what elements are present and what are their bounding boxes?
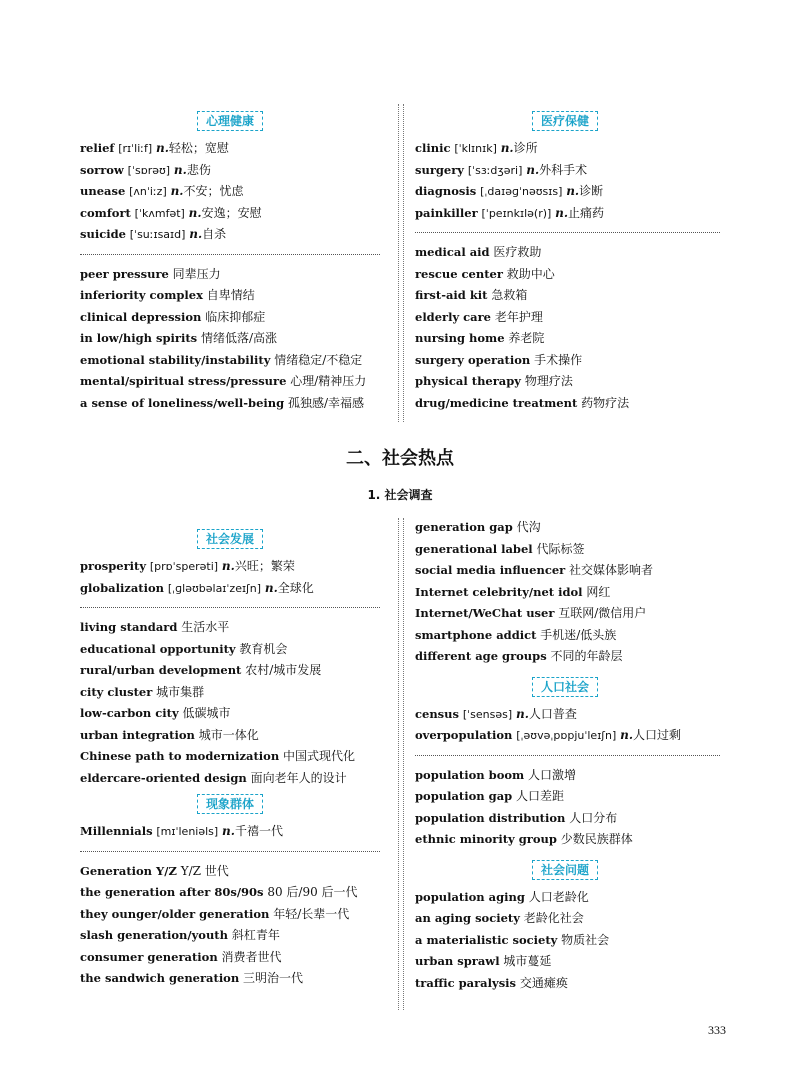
term-phonetic: [ʌnˈiːz] bbox=[129, 185, 167, 198]
term-phonetic: [ˈpeɪnkɪlə(r)] bbox=[481, 206, 552, 220]
subsection-title: 1. 社会调查 bbox=[367, 488, 433, 502]
phrase-entry bbox=[80, 925, 380, 947]
vocab-entry bbox=[415, 704, 715, 726]
term-chinese: 止痛药 bbox=[568, 205, 605, 220]
phrase-entry bbox=[415, 285, 715, 307]
term-english: mental/spiritual stress/pressure bbox=[80, 374, 287, 388]
term-english: comfort bbox=[80, 205, 131, 220]
term-part-of-speech: n. bbox=[221, 559, 235, 573]
vocab-list bbox=[415, 138, 715, 224]
vocab-entry bbox=[80, 224, 380, 246]
term-english: Internet/WeChat user bbox=[415, 606, 555, 620]
term-part-of-speech: n. bbox=[189, 227, 203, 241]
phenomena-groups-tag: 现象群体 bbox=[197, 794, 263, 814]
dotted-divider bbox=[415, 232, 720, 233]
term-phonetic: [ˈklɪnɪk] bbox=[454, 142, 497, 155]
term-english: social media influencer bbox=[415, 563, 566, 577]
vocab-entry bbox=[415, 181, 715, 203]
term-chinese: 手术操作 bbox=[534, 352, 583, 367]
social-issues-tag: 社会问题 bbox=[532, 860, 598, 880]
term-chinese: 轻松；宽慰 bbox=[168, 141, 229, 155]
phrase-entry bbox=[80, 350, 380, 372]
vocab-list bbox=[80, 821, 380, 843]
term-english: surgery operation bbox=[415, 352, 531, 367]
term-chinese: 农村/城市发展 bbox=[245, 663, 322, 677]
term-chinese: 交通瘫痪 bbox=[519, 975, 568, 990]
phrase-entry bbox=[80, 682, 380, 704]
term-chinese: 老年护理 bbox=[494, 309, 543, 324]
term-chinese: 孤独感/幸福感 bbox=[288, 395, 365, 410]
phrase-entry bbox=[80, 947, 380, 969]
term-phonetic: [prɒˈsperəti] bbox=[149, 560, 219, 573]
dotted-divider bbox=[415, 755, 720, 756]
term-chinese: 手机迷/低头族 bbox=[540, 627, 617, 642]
term-chinese: 城市一体化 bbox=[198, 727, 259, 742]
term-english: prosperity bbox=[80, 559, 147, 573]
dotted-divider bbox=[80, 254, 380, 255]
term-chinese: 不同的年龄层 bbox=[550, 649, 623, 663]
term-chinese: 代际标签 bbox=[536, 541, 585, 556]
term-english: they ounger/older generation bbox=[80, 906, 270, 921]
phrase-entry bbox=[80, 393, 380, 415]
phrase-entry bbox=[80, 968, 380, 990]
term-english: smartphone addict bbox=[415, 627, 537, 642]
term-english: physical therapy bbox=[415, 374, 521, 388]
phrase-entry bbox=[415, 887, 715, 909]
term-english: inferiority complex bbox=[80, 288, 203, 302]
phrase-entry bbox=[415, 539, 715, 561]
dotted-divider bbox=[80, 851, 380, 852]
term-chinese: 老龄化社会 bbox=[523, 911, 584, 925]
phrase-entry bbox=[80, 328, 380, 350]
term-english: slash generation/youth bbox=[80, 928, 228, 942]
phrase-entry bbox=[80, 639, 380, 661]
term-chinese: 人口差距 bbox=[516, 789, 565, 803]
term-part-of-speech: n. bbox=[566, 184, 580, 198]
phrase-entry bbox=[415, 951, 715, 973]
vocab-entry bbox=[80, 160, 380, 182]
term-english: drug/medicine treatment bbox=[415, 395, 578, 410]
phrase-entry bbox=[80, 264, 380, 286]
term-english: relief bbox=[80, 141, 115, 155]
healthcare-column bbox=[415, 110, 715, 414]
term-chinese: 三明治一代 bbox=[243, 971, 304, 985]
phrase-entry bbox=[80, 725, 380, 747]
term-english: urban sprawl bbox=[415, 954, 500, 968]
term-english: Internet celebrity/net idol bbox=[415, 584, 583, 599]
vocab-entry bbox=[415, 160, 715, 182]
phrase-entry bbox=[415, 786, 715, 808]
term-chinese: 人口普查 bbox=[528, 706, 577, 721]
term-english: suicide bbox=[80, 227, 126, 241]
term-chinese: 急救箱 bbox=[491, 288, 528, 302]
column-divider bbox=[398, 518, 404, 1010]
term-chinese: 诊所 bbox=[513, 141, 538, 155]
phrase-list bbox=[415, 517, 715, 668]
term-english: an aging society bbox=[415, 911, 520, 925]
term-phonetic: [ˌəʊvəˌpɒpjuˈleɪʃn] bbox=[516, 729, 617, 742]
term-english: population distribution bbox=[415, 810, 566, 825]
phrase-entry bbox=[80, 703, 380, 725]
phrase-entry bbox=[80, 861, 380, 883]
phrase-entry bbox=[415, 307, 715, 329]
population-society-tag: 人口社会 bbox=[532, 677, 598, 697]
term-english: elderly care bbox=[415, 309, 491, 324]
term-chinese: 互联网/微信用户 bbox=[558, 606, 647, 620]
term-part-of-speech: n. bbox=[170, 184, 184, 198]
term-chinese: 全球化 bbox=[277, 580, 314, 595]
page-number: 333 bbox=[708, 1023, 726, 1037]
term-english: population boom bbox=[415, 767, 525, 782]
term-chinese: 面向老年人的设计 bbox=[250, 770, 347, 785]
term-part-of-speech: n. bbox=[526, 162, 540, 177]
term-english: sorrow bbox=[80, 162, 124, 177]
healthcare-tag: 医疗保健 bbox=[532, 111, 598, 131]
term-phonetic: [ˈkʌmfət] bbox=[134, 206, 185, 220]
term-chinese: 情绪稳定/不稳定 bbox=[274, 352, 363, 367]
term-english: in low/high spirits bbox=[80, 331, 198, 345]
term-chinese: 临床抑郁症 bbox=[205, 309, 266, 324]
term-english: educational opportunity bbox=[80, 641, 236, 656]
term-chinese: 人口激增 bbox=[528, 767, 577, 782]
phrase-list bbox=[415, 887, 715, 995]
phrase-entry bbox=[415, 603, 715, 625]
term-english: eldercare-oriented design bbox=[80, 770, 247, 785]
term-part-of-speech: n. bbox=[188, 205, 202, 220]
phrase-list bbox=[415, 242, 715, 414]
term-phonetic: [mɪˈleniəls] bbox=[156, 825, 219, 838]
phrase-entry bbox=[80, 660, 380, 682]
vocab-list bbox=[80, 556, 380, 599]
term-part-of-speech: n. bbox=[155, 141, 169, 155]
phrase-entry bbox=[415, 973, 715, 995]
term-english: the sandwich generation bbox=[80, 971, 240, 985]
vocab-entry bbox=[80, 181, 380, 203]
term-chinese: 人口分布 bbox=[569, 810, 618, 825]
phrase-entry bbox=[415, 517, 715, 539]
phrase-entry bbox=[415, 930, 715, 952]
term-english: urban integration bbox=[80, 727, 195, 742]
term-chinese: 代沟 bbox=[516, 520, 541, 534]
vocab-entry bbox=[80, 556, 380, 578]
term-part-of-speech: n. bbox=[620, 728, 633, 742]
phrase-entry bbox=[80, 307, 380, 329]
term-chinese: 生活水平 bbox=[181, 620, 230, 634]
term-english: generation gap bbox=[415, 520, 513, 534]
phrase-entry bbox=[80, 768, 380, 790]
term-chinese: 网红 bbox=[586, 584, 611, 599]
term-part-of-speech: n. bbox=[555, 205, 569, 220]
phrase-entry bbox=[415, 350, 715, 372]
phrase-list bbox=[80, 861, 380, 990]
term-chinese: 物质社会 bbox=[561, 932, 610, 947]
term-english: Chinese path to modernization bbox=[80, 749, 280, 763]
term-chinese: 诊断 bbox=[579, 184, 604, 198]
term-english: Generation Y/Z bbox=[80, 863, 177, 878]
term-chinese: 斜杠青年 bbox=[231, 928, 280, 942]
phrase-entry bbox=[415, 328, 715, 350]
term-english: a materialistic society bbox=[415, 932, 558, 947]
term-chinese: 同辈压力 bbox=[172, 266, 221, 281]
vocab-entry bbox=[415, 725, 715, 747]
phrase-list bbox=[415, 765, 715, 851]
term-chinese: 中国式现代化 bbox=[283, 749, 356, 763]
term-chinese: 城市蔓延 bbox=[503, 954, 552, 968]
phrase-entry bbox=[415, 829, 715, 851]
term-english: painkiller bbox=[415, 205, 478, 220]
term-english: clinic bbox=[415, 141, 451, 155]
vocab-list bbox=[80, 138, 380, 246]
phrase-entry bbox=[415, 625, 715, 647]
phrase-entry bbox=[80, 746, 380, 768]
term-part-of-speech: n. bbox=[222, 824, 235, 838]
phrase-list bbox=[80, 264, 380, 415]
term-english: living standard bbox=[80, 620, 178, 634]
phrase-entry bbox=[415, 646, 715, 668]
term-chinese: 低碳城市 bbox=[182, 706, 231, 720]
vocab-entry bbox=[80, 203, 380, 225]
term-english: emotional stability/instability bbox=[80, 352, 271, 367]
term-english: generational label bbox=[415, 541, 533, 556]
term-english: Millennials bbox=[80, 824, 153, 838]
term-english: the generation after 80s/90s bbox=[80, 885, 264, 899]
term-english: census bbox=[415, 706, 459, 721]
term-english: different age groups bbox=[415, 649, 547, 663]
term-chinese: 少数民族群体 bbox=[560, 832, 633, 846]
phrase-entry bbox=[415, 371, 715, 393]
term-chinese: 外科手术 bbox=[539, 162, 588, 177]
vocab-entry bbox=[415, 203, 715, 225]
society-column bbox=[415, 517, 715, 994]
term-english: medical aid bbox=[415, 245, 490, 259]
term-chinese: 悲伤 bbox=[186, 162, 211, 177]
term-phonetic: [ˈsɒrəʊ] bbox=[127, 163, 171, 177]
phrase-entry bbox=[80, 617, 380, 639]
phrase-entry bbox=[415, 560, 715, 582]
phrase-entry bbox=[415, 765, 715, 787]
term-chinese: 医疗救助 bbox=[493, 245, 542, 259]
vocab-entry bbox=[80, 578, 380, 600]
term-chinese: 自杀 bbox=[202, 227, 227, 241]
phrase-entry bbox=[415, 908, 715, 930]
social-development-tag: 社会发展 bbox=[197, 529, 263, 549]
vocab-entry bbox=[80, 821, 380, 843]
term-english: rural/urban development bbox=[80, 663, 242, 677]
phrase-entry bbox=[80, 904, 380, 926]
term-english: a sense of loneliness/well-being bbox=[80, 395, 285, 410]
phrase-list bbox=[80, 617, 380, 789]
column-divider bbox=[398, 104, 404, 422]
phrase-entry bbox=[415, 808, 715, 830]
vocab-entry bbox=[80, 138, 380, 160]
term-chinese: Y/Z 世代 bbox=[180, 863, 229, 878]
term-english: first-aid kit bbox=[415, 288, 488, 302]
term-english: globalization bbox=[80, 580, 165, 595]
term-english: city cluster bbox=[80, 684, 153, 699]
vocab-entry bbox=[415, 138, 715, 160]
phrase-entry bbox=[80, 882, 380, 904]
phrase-entry bbox=[415, 264, 715, 286]
term-chinese: 人口老龄化 bbox=[528, 889, 589, 904]
term-english: nursing home bbox=[415, 331, 505, 345]
term-chinese: 安逸；安慰 bbox=[201, 205, 262, 220]
term-english: rescue center bbox=[415, 266, 503, 281]
term-phonetic: [ˈsensəs] bbox=[462, 707, 513, 721]
vocab-list bbox=[415, 704, 715, 747]
term-phonetic: [ˈsɜːdʒəri] bbox=[467, 163, 523, 177]
phrase-entry bbox=[80, 285, 380, 307]
term-chinese: 情绪低落/高涨 bbox=[200, 331, 277, 345]
term-chinese: 城市集群 bbox=[156, 684, 205, 699]
dotted-divider bbox=[80, 607, 380, 608]
term-phonetic: [ˌdaɪəɡˈnəʊsɪs] bbox=[480, 185, 563, 198]
section-title: 二、社会热点 bbox=[346, 448, 454, 469]
term-english: traffic paralysis bbox=[415, 975, 517, 990]
term-english: peer pressure bbox=[80, 266, 169, 281]
term-english: population gap bbox=[415, 789, 513, 803]
term-phonetic: [ˌɡləʊbəlaɪˈzeɪʃn] bbox=[167, 581, 262, 595]
term-english: low-carbon city bbox=[80, 706, 179, 720]
term-part-of-speech: n. bbox=[500, 141, 514, 155]
social-development-column bbox=[80, 528, 380, 990]
term-chinese: 千禧一代 bbox=[234, 824, 283, 838]
term-chinese: 自卑情结 bbox=[206, 288, 255, 302]
term-chinese: 消费者世代 bbox=[221, 949, 282, 964]
phrase-entry bbox=[415, 582, 715, 604]
term-chinese: 社交媒体影响者 bbox=[569, 563, 654, 577]
term-english: overpopulation bbox=[415, 728, 513, 742]
term-english: unease bbox=[80, 184, 126, 198]
phrase-entry bbox=[80, 371, 380, 393]
phrase-entry bbox=[415, 393, 715, 415]
term-phonetic: [ˈsuːɪsaɪd] bbox=[129, 228, 186, 241]
term-english: diagnosis bbox=[415, 184, 477, 198]
term-part-of-speech: n. bbox=[264, 580, 278, 595]
term-chinese: 救助中心 bbox=[506, 266, 555, 281]
term-chinese: 药物疗法 bbox=[581, 395, 630, 410]
term-chinese: 心理/精神压力 bbox=[290, 374, 367, 388]
mental-health-tag: 心理健康 bbox=[197, 111, 263, 131]
term-part-of-speech: n. bbox=[173, 162, 187, 177]
term-english: ethnic minority group bbox=[415, 832, 557, 846]
phrase-entry bbox=[415, 242, 715, 264]
term-part-of-speech: n. bbox=[515, 706, 529, 721]
term-english: clinical depression bbox=[80, 309, 202, 324]
term-english: population aging bbox=[415, 889, 525, 904]
term-chinese: 养老院 bbox=[508, 331, 545, 345]
term-chinese: 兴旺；繁荣 bbox=[234, 559, 295, 573]
term-chinese: 人口过剩 bbox=[633, 728, 682, 742]
term-english: consumer generation bbox=[80, 949, 218, 964]
term-chinese: 教育机会 bbox=[239, 641, 288, 656]
mental-health-column bbox=[80, 110, 380, 414]
term-english: surgery bbox=[415, 162, 464, 177]
term-chinese: 物理疗法 bbox=[524, 374, 573, 388]
term-phonetic: [rɪˈliːf] bbox=[118, 142, 153, 155]
term-chinese: 80 后/90 后一代 bbox=[267, 885, 358, 899]
term-chinese: 不安；忧虑 bbox=[183, 184, 244, 198]
term-chinese: 年轻/长辈一代 bbox=[273, 906, 350, 921]
